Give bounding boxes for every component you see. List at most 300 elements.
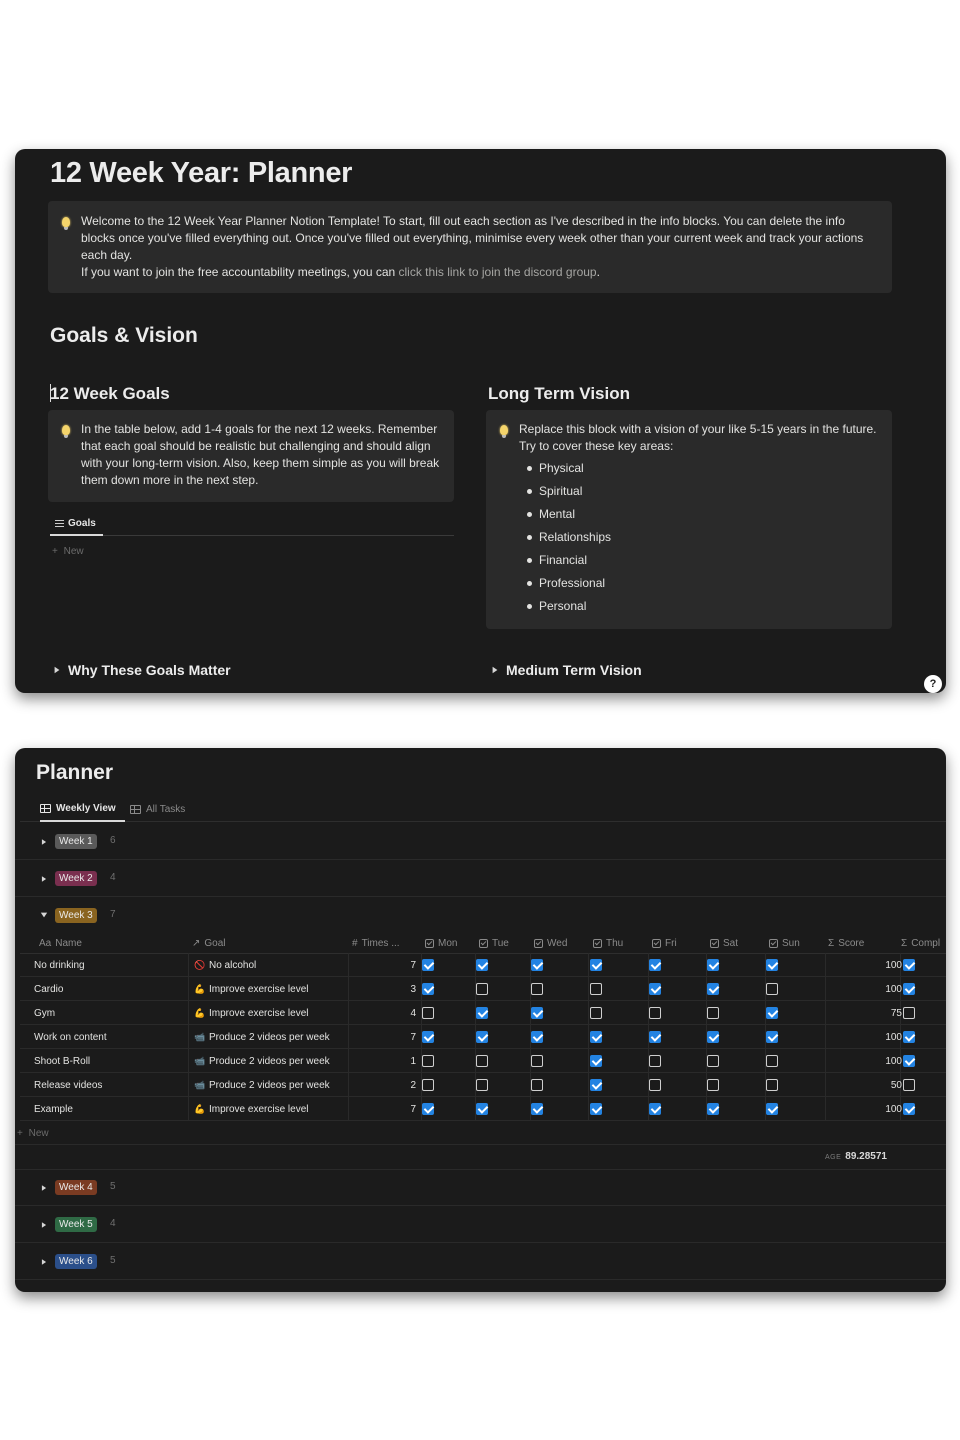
goal-relation[interactable] — [194, 953, 256, 977]
day-cell-wed — [531, 1001, 543, 1025]
day-cell-sat — [707, 1073, 719, 1097]
complete-cell — [903, 1049, 915, 1073]
group-week-1[interactable] — [15, 823, 946, 860]
col-sun[interactable] — [769, 933, 800, 953]
group-count: 7 — [110, 909, 116, 920]
checked-checkbox[interactable] — [649, 1103, 661, 1115]
goal-relation[interactable] — [194, 1025, 330, 1049]
unchecked-checkbox[interactable] — [766, 1055, 778, 1067]
tab-weekly-view[interactable] — [40, 796, 125, 822]
task-name[interactable]: Cardio — [34, 983, 64, 995]
toggle-arrow-icon — [55, 667, 60, 673]
col-complete-label: Compl — [911, 937, 941, 949]
col-thu[interactable] — [593, 933, 623, 953]
day-cell-tue — [476, 953, 488, 977]
plus-icon: + — [17, 1128, 23, 1139]
table-icon — [130, 805, 141, 814]
day-cell-mon — [422, 1073, 434, 1097]
checked-checkbox[interactable] — [903, 983, 915, 995]
day-cell-sun — [766, 953, 778, 977]
goal-emoji-icon: 💪 — [194, 1103, 206, 1114]
cell-divider — [348, 977, 349, 1001]
times-per-week[interactable]: 4 — [410, 1007, 416, 1019]
col-day-label: Thu — [606, 937, 624, 949]
cell-divider — [588, 1073, 589, 1097]
goals-new-button[interactable] — [52, 546, 84, 557]
group-week-2[interactable] — [15, 860, 946, 897]
cell-divider — [588, 1049, 589, 1073]
day-cell-wed — [531, 1097, 543, 1121]
day-cell-thu — [590, 953, 602, 977]
col-day-label: Fri — [665, 937, 677, 949]
welcome-callout — [48, 201, 892, 293]
day-cell-sat — [707, 1097, 719, 1121]
day-cell-mon — [422, 977, 434, 1001]
group-count: 5 — [110, 1181, 116, 1192]
goal-emoji-icon: 🚫 — [194, 959, 206, 970]
day-cell-sat — [707, 1025, 719, 1049]
score-value: 75 — [890, 1007, 902, 1019]
unchecked-checkbox[interactable] — [707, 1079, 719, 1091]
times-per-week[interactable]: 7 — [410, 959, 416, 971]
discord-text — [81, 264, 881, 281]
week-badge: Week 3 — [55, 908, 97, 923]
unchecked-checkbox[interactable] — [531, 983, 543, 995]
week-badge: Week 6 — [55, 1254, 97, 1269]
day-cell-fri — [649, 1097, 661, 1121]
group-week-3[interactable] — [15, 897, 946, 931]
planner-view-tabs — [20, 796, 946, 822]
col-day-label: Mon — [438, 937, 458, 949]
goals-vision-panel — [15, 149, 946, 693]
goal-emoji-icon: 📹 — [194, 1079, 206, 1090]
checked-checkbox[interactable] — [422, 1103, 434, 1115]
long-term-text: Replace this block with a vision of your like 5-15 years in the future. Try to cover these key areas: — [519, 422, 877, 453]
toggle-why-label: Why These Goals Matter — [68, 662, 231, 678]
score-value: 100 — [885, 1031, 902, 1043]
tab-all-tasks-label: All Tasks — [146, 803, 186, 815]
unchecked-checkbox[interactable] — [649, 1079, 661, 1091]
task-name[interactable]: Shoot B-Roll — [34, 1055, 91, 1067]
unchecked-checkbox[interactable] — [903, 1007, 915, 1019]
cell-divider — [825, 1049, 826, 1073]
task-name[interactable]: Release videos — [34, 1079, 103, 1091]
week-goals-heading: 12 Week Goals — [50, 384, 170, 403]
vision-area-item: Mental — [519, 503, 819, 526]
checked-checkbox[interactable] — [707, 983, 719, 995]
group-week-5[interactable] — [15, 1206, 946, 1243]
goal-label: Improve exercise level — [209, 1007, 309, 1019]
table-row[interactable] — [20, 953, 946, 977]
checked-checkbox[interactable] — [903, 1055, 915, 1067]
discord-link[interactable]: click this link to join the discord group — [398, 265, 597, 279]
tab-all-tasks[interactable] — [130, 796, 200, 822]
cell-divider — [348, 1073, 349, 1097]
cell-divider — [825, 1001, 826, 1025]
unchecked-checkbox[interactable] — [590, 983, 602, 995]
day-cell-mon — [422, 1025, 434, 1049]
col-score-label: Score — [838, 937, 865, 949]
toggle-arrow-icon — [42, 1185, 46, 1191]
checkbox-type-icon — [593, 939, 602, 948]
sigma-icon: Σ — [828, 937, 835, 949]
goal-relation[interactable] — [194, 977, 308, 1001]
vision-area-item: Professional — [519, 572, 819, 595]
checkbox-type-icon — [710, 939, 719, 948]
vision-area-item: Financial — [519, 549, 819, 572]
day-cell-wed — [531, 1025, 543, 1049]
unchecked-checkbox[interactable] — [422, 1079, 434, 1091]
day-cell-thu — [590, 977, 602, 1001]
checked-checkbox[interactable] — [531, 1103, 543, 1115]
cell-divider — [188, 1073, 189, 1097]
table-row[interactable] — [20, 1025, 946, 1049]
cell-divider — [825, 1097, 826, 1121]
day-cell-fri — [649, 1025, 661, 1049]
checked-checkbox[interactable] — [590, 1103, 602, 1115]
goal-label: Improve exercise level — [209, 1103, 309, 1115]
score-average — [825, 1151, 887, 1162]
day-cell-sun — [766, 1049, 778, 1073]
day-cell-fri — [649, 1049, 661, 1073]
page-title: 12 Week Year: Planner — [50, 157, 353, 189]
score-value: 100 — [885, 959, 902, 971]
tab-weekly-view-label: Weekly View — [56, 802, 116, 814]
col-complete[interactable] — [901, 933, 940, 953]
new-label: New — [28, 1128, 49, 1139]
goal-emoji-icon: 📹 — [194, 1031, 206, 1042]
checked-checkbox[interactable] — [422, 983, 434, 995]
goal-relation[interactable] — [194, 1001, 308, 1025]
checked-checkbox[interactable] — [649, 983, 661, 995]
unchecked-checkbox[interactable] — [422, 1055, 434, 1067]
unchecked-checkbox[interactable] — [476, 1055, 488, 1067]
times-per-week[interactable]: 7 — [410, 1103, 416, 1115]
cell-divider — [188, 1025, 189, 1049]
average-label: AGE — [824, 1154, 842, 1161]
day-cell-thu — [590, 1049, 602, 1073]
goals-vision-heading: Goals & Vision — [50, 324, 198, 347]
day-cell-sat — [707, 1001, 719, 1025]
checkbox-type-icon — [534, 939, 543, 948]
checked-checkbox[interactable] — [590, 1079, 602, 1091]
day-cell-fri — [649, 1001, 661, 1025]
unchecked-checkbox[interactable] — [649, 1055, 661, 1067]
new-label: New — [63, 546, 84, 557]
day-cell-sat — [707, 1049, 719, 1073]
unchecked-checkbox[interactable] — [903, 1079, 915, 1091]
group-week-4[interactable] — [15, 1169, 946, 1206]
checkbox-type-icon — [652, 939, 661, 948]
day-cell-sun — [766, 1001, 778, 1025]
group-week-6[interactable] — [15, 1243, 946, 1280]
col-score[interactable] — [828, 933, 864, 953]
day-cell-mon — [422, 1097, 434, 1121]
col-goal-label: Goal — [204, 937, 226, 949]
checkbox-type-icon — [479, 939, 488, 948]
vision-areas-list — [519, 457, 819, 618]
list-icon — [55, 520, 64, 527]
day-cell-tue — [476, 1049, 488, 1073]
planner-title: Planner — [36, 761, 114, 784]
day-cell-sun — [766, 1097, 778, 1121]
day-cell-wed — [531, 977, 543, 1001]
day-cell-tue — [476, 977, 488, 1001]
unchecked-checkbox[interactable] — [531, 1079, 543, 1091]
footer-divider — [15, 1144, 946, 1145]
day-cell-tue — [476, 1073, 488, 1097]
times-per-week[interactable]: 7 — [410, 1031, 416, 1043]
goals-view-bar — [50, 512, 454, 536]
planner-new-button[interactable] — [17, 1128, 49, 1139]
unchecked-checkbox[interactable] — [476, 983, 488, 995]
group-count: 5 — [110, 1255, 116, 1266]
vision-area-item: Relationships — [519, 526, 819, 549]
cell-divider — [588, 1025, 589, 1049]
cell-divider — [348, 953, 349, 977]
table-icon — [40, 804, 51, 813]
score-value: 100 — [885, 983, 902, 995]
long-term-callout — [486, 410, 892, 629]
unchecked-checkbox[interactable] — [766, 983, 778, 995]
discord-prefix: If you want to join the free accountability meetings, you can — [81, 265, 399, 279]
week-badge: Week 4 — [55, 1180, 97, 1195]
day-cell-fri — [649, 1073, 661, 1097]
checked-checkbox[interactable] — [649, 959, 661, 971]
day-cell-fri — [649, 953, 661, 977]
checked-checkbox[interactable] — [476, 1007, 488, 1019]
day-cell-wed — [531, 1049, 543, 1073]
toggle-why-goals-matter[interactable] — [54, 662, 231, 678]
checked-checkbox[interactable] — [707, 959, 719, 971]
day-cell-sat — [707, 977, 719, 1001]
checked-checkbox[interactable] — [903, 1031, 915, 1043]
goal-relation[interactable] — [194, 1049, 330, 1073]
col-fri[interactable] — [652, 933, 677, 953]
day-cell-wed — [531, 953, 543, 977]
checked-checkbox[interactable] — [476, 959, 488, 971]
cell-divider — [348, 1097, 349, 1121]
checked-checkbox[interactable] — [707, 1103, 719, 1115]
checked-checkbox[interactable] — [649, 1031, 661, 1043]
goal-label: Produce 2 videos per week — [209, 1055, 330, 1067]
checkbox-type-icon — [425, 939, 434, 948]
col-times-label: Times ... — [361, 937, 400, 949]
col-name-label: Name — [55, 937, 82, 949]
toggle-medium-term-vision[interactable] — [492, 662, 642, 678]
checked-checkbox[interactable] — [903, 1103, 915, 1115]
toggle-arrow-icon — [42, 1259, 46, 1265]
times-per-week[interactable]: 1 — [410, 1055, 416, 1067]
toggle-arrow-icon — [42, 876, 46, 882]
col-name[interactable] — [39, 933, 82, 953]
unchecked-checkbox[interactable] — [766, 1079, 778, 1091]
table-row[interactable] — [20, 1001, 946, 1025]
complete-cell — [903, 953, 915, 977]
day-cell-wed — [531, 1073, 543, 1097]
cell-divider — [348, 1001, 349, 1025]
week-goals-callout — [48, 410, 454, 502]
table-row[interactable] — [20, 1049, 946, 1073]
day-cell-mon — [422, 953, 434, 977]
toggle-arrow-icon — [42, 839, 46, 845]
toggle-arrow-icon — [42, 1222, 46, 1228]
day-cell-thu — [590, 1097, 602, 1121]
toggle-arrow-icon — [41, 913, 47, 918]
goal-relation[interactable] — [194, 1073, 330, 1097]
cell-divider — [188, 1001, 189, 1025]
text-type-icon: Aa — [39, 937, 52, 949]
sigma-icon: Σ — [901, 937, 908, 949]
welcome-text: Welcome to the 12 Week Year Planner Notion Template! To start, fill out each section as I've described in the info blocks. You can delete the info blocks once you've filled everything out. Once you've filled out everything, minimise every week other than your current week and track your actions each day. — [81, 214, 864, 262]
score-value: 100 — [885, 1055, 902, 1067]
score-value: 100 — [885, 1103, 902, 1115]
col-goal[interactable] — [192, 933, 226, 953]
checked-checkbox[interactable] — [590, 1055, 602, 1067]
complete-cell — [903, 1001, 915, 1025]
cell-divider — [588, 977, 589, 1001]
task-name[interactable]: Example — [34, 1103, 73, 1115]
plus-icon: + — [52, 546, 58, 557]
task-name[interactable]: No drinking — [34, 959, 85, 971]
day-cell-thu — [590, 1025, 602, 1049]
unchecked-checkbox[interactable] — [590, 1007, 602, 1019]
average-value: 89.28571 — [845, 1151, 887, 1162]
checked-checkbox[interactable] — [766, 1031, 778, 1043]
complete-cell — [903, 1073, 915, 1097]
cell-divider — [188, 977, 189, 1001]
goal-label: No alcohol — [209, 959, 257, 971]
table-row[interactable] — [20, 1097, 946, 1121]
week-badge: Week 1 — [55, 834, 97, 849]
checked-checkbox[interactable] — [590, 1031, 602, 1043]
cell-divider — [188, 1049, 189, 1073]
col-day-label: Tue — [492, 937, 509, 949]
cell-divider — [348, 1049, 349, 1073]
checkbox-type-icon — [769, 939, 778, 948]
checked-checkbox[interactable] — [476, 1031, 488, 1043]
day-cell-tue — [476, 1001, 488, 1025]
help-button[interactable]: ? — [924, 675, 942, 693]
col-wed[interactable] — [534, 933, 567, 953]
cell-divider — [188, 1097, 189, 1121]
task-name[interactable]: Work on content — [34, 1031, 107, 1043]
lightbulb-icon — [62, 217, 70, 227]
week-goals-text: In the table below, add 1-4 goals for the next 12 weeks. Remember that each goal should be realistic but challenging and should align with your long-term vision. Also, keep them simple as you will break them down more in the next step. — [81, 422, 440, 487]
table-row[interactable] — [20, 1073, 946, 1097]
planner-panel — [15, 748, 946, 1292]
col-day-label: Sun — [782, 937, 800, 949]
complete-cell — [903, 1097, 915, 1121]
table-row[interactable] — [20, 977, 946, 1001]
unchecked-checkbox[interactable] — [476, 1079, 488, 1091]
long-term-heading: Long Term Vision — [488, 384, 630, 403]
complete-cell — [903, 977, 915, 1001]
cell-divider — [588, 953, 589, 977]
times-per-week[interactable]: 2 — [410, 1079, 416, 1091]
cell-divider — [188, 953, 189, 977]
day-cell-sat — [707, 953, 719, 977]
unchecked-checkbox[interactable] — [422, 1007, 434, 1019]
cell-divider — [588, 1001, 589, 1025]
checked-checkbox[interactable] — [531, 959, 543, 971]
group-count: 4 — [110, 872, 116, 883]
unchecked-checkbox[interactable] — [707, 1055, 719, 1067]
toggle-arrow-icon — [493, 667, 498, 673]
day-cell-thu — [590, 1073, 602, 1097]
week-badge: Week 2 — [55, 871, 97, 886]
checked-checkbox[interactable] — [766, 1103, 778, 1115]
checked-checkbox[interactable] — [766, 1007, 778, 1019]
day-cell-sun — [766, 1025, 778, 1049]
col-day-label: Wed — [547, 937, 568, 949]
checked-checkbox[interactable] — [422, 959, 434, 971]
day-cell-mon — [422, 1001, 434, 1025]
unchecked-checkbox[interactable] — [649, 1007, 661, 1019]
cell-divider — [348, 1025, 349, 1049]
checked-checkbox[interactable] — [422, 1031, 434, 1043]
goal-label: Improve exercise level — [209, 983, 309, 995]
goal-label: Produce 2 videos per week — [209, 1031, 330, 1043]
day-cell-sun — [766, 1073, 778, 1097]
toggle-medium-label: Medium Term Vision — [506, 662, 642, 678]
unchecked-checkbox[interactable] — [707, 1007, 719, 1019]
score-value: 50 — [890, 1079, 902, 1091]
goal-emoji-icon: 💪 — [194, 1007, 206, 1018]
vision-area-item: Personal — [519, 595, 819, 618]
day-cell-mon — [422, 1049, 434, 1073]
vision-area-item: Physical — [519, 457, 819, 480]
col-sat[interactable] — [710, 933, 738, 953]
lightbulb-icon — [62, 425, 70, 435]
checked-checkbox[interactable] — [531, 1031, 543, 1043]
checked-checkbox[interactable] — [707, 1031, 719, 1043]
tab-goals-label: Goals — [68, 517, 96, 529]
task-name[interactable]: Gym — [34, 1007, 56, 1019]
cell-divider — [825, 1073, 826, 1097]
lightbulb-icon — [500, 425, 508, 435]
day-cell-fri — [649, 977, 661, 1001]
vision-area-item: Spiritual — [519, 480, 819, 503]
times-per-week[interactable]: 3 — [410, 983, 416, 995]
goal-relation[interactable] — [194, 1097, 308, 1121]
checked-checkbox[interactable] — [766, 959, 778, 971]
tab-goals[interactable] — [50, 512, 103, 536]
goal-label: Produce 2 videos per week — [209, 1079, 330, 1091]
col-mon[interactable] — [425, 933, 457, 953]
relation-arrow-icon: ↗ — [192, 937, 201, 949]
unchecked-checkbox[interactable] — [531, 1055, 543, 1067]
checked-checkbox[interactable] — [903, 959, 915, 971]
group-count: 6 — [110, 835, 116, 846]
day-cell-tue — [476, 1097, 488, 1121]
checked-checkbox[interactable] — [531, 1007, 543, 1019]
complete-cell — [903, 1025, 915, 1049]
cell-divider — [825, 953, 826, 977]
col-times[interactable] — [352, 933, 400, 953]
col-tue[interactable] — [479, 933, 509, 953]
day-cell-tue — [476, 1025, 488, 1049]
day-cell-thu — [590, 1001, 602, 1025]
week-badge: Week 5 — [55, 1217, 97, 1232]
checked-checkbox[interactable] — [590, 959, 602, 971]
cell-divider — [825, 1025, 826, 1049]
goal-emoji-icon: 📹 — [194, 1055, 206, 1066]
discord-suffix: . — [596, 265, 600, 279]
checked-checkbox[interactable] — [476, 1103, 488, 1115]
cell-divider — [825, 977, 826, 1001]
goal-emoji-icon: 💪 — [194, 983, 206, 994]
